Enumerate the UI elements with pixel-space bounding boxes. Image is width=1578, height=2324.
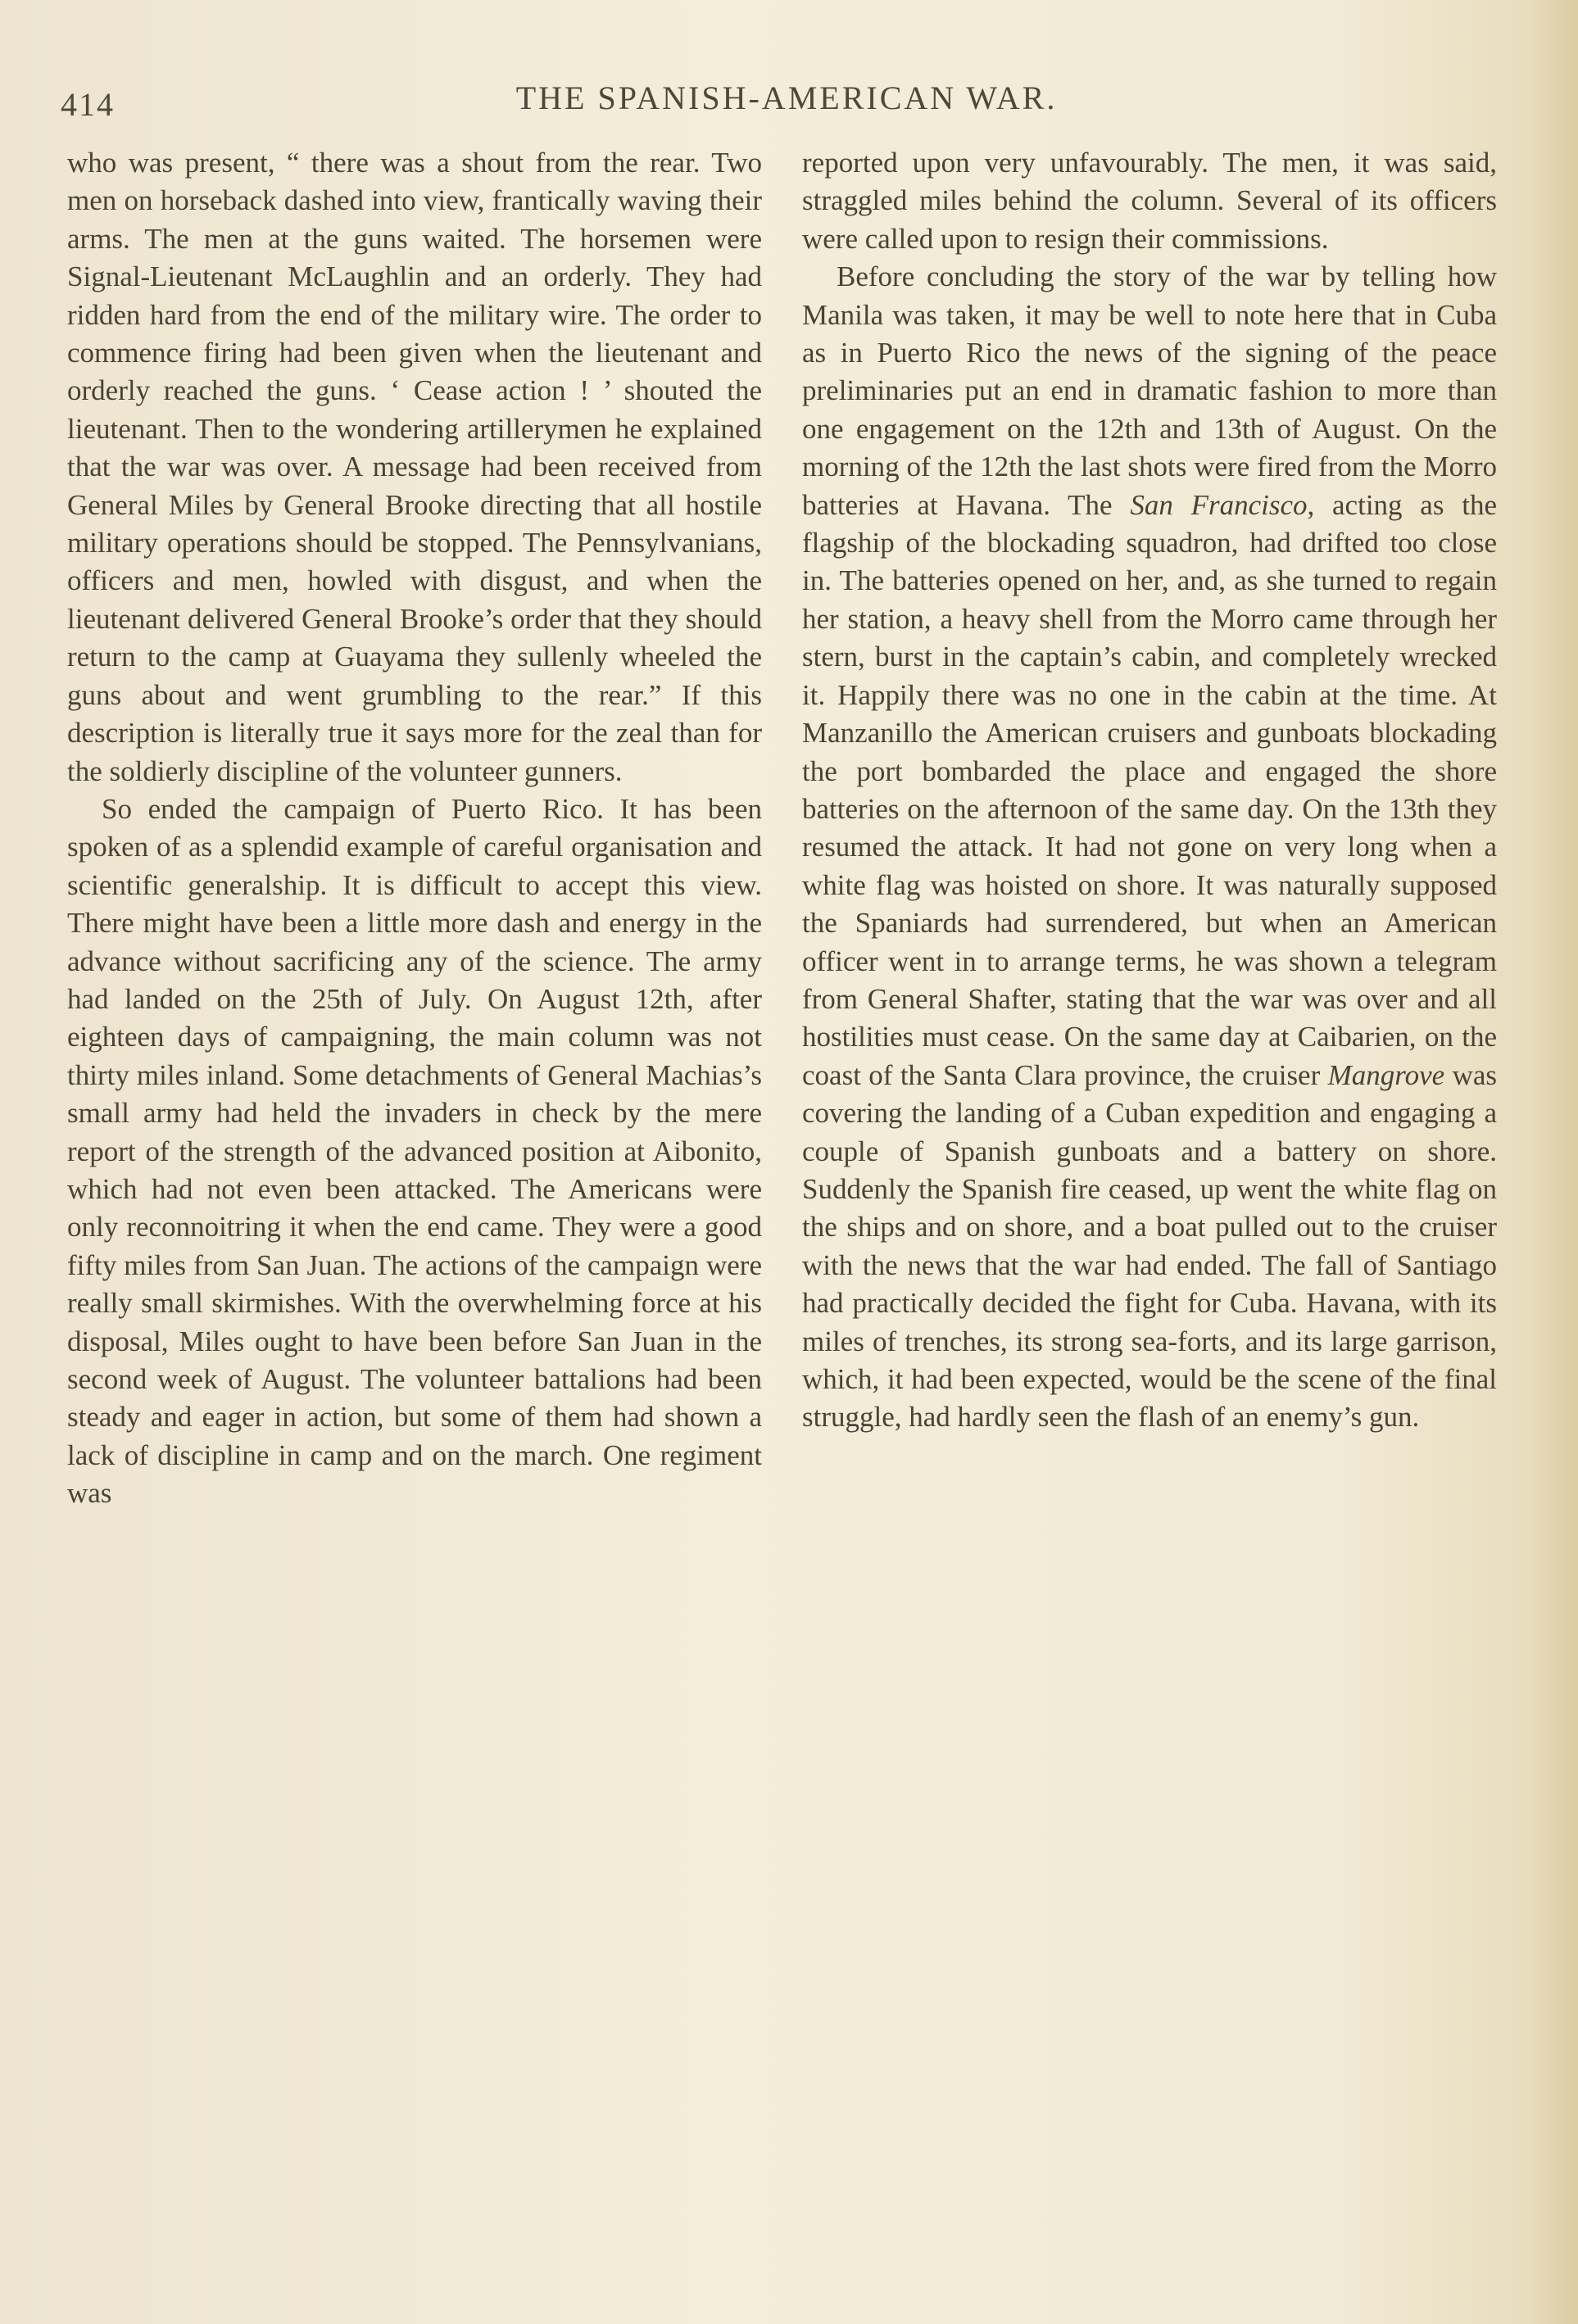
running-title: THE SPANISH-AMERICAN WAR.	[515, 79, 1058, 116]
page-number: 414	[61, 86, 115, 123]
right-paragraph-1: reported upon very unfavourably. The men, it was said, straggled miles behind the column. Several of its officers were called upon to resign their commissions.	[802, 147, 1497, 255]
page-edge-shadow	[1529, 0, 1578, 2324]
left-column	[67, 144, 762, 1513]
right-column	[802, 144, 1497, 1437]
ship-name-san-francisco: San Francisco	[1130, 488, 1308, 521]
paragraph-text-segment: , acting as the flagship of the blockading squadron, had drifted too close in. The batteries opened on her, and, as she turned to regain her station, a heavy shell from the Morro came through her stern, burst in the captain’s cabin, and completely wrecked it. Happily there was no one in the cabin at the time. At Manzanillo the American cruisers and gunboats blockading the port bombarded the place and engaged the shore batteries on the afternoon of the same day. On the 13th they resumed the attack. It had not gone on very long when a white flag was hoisted on shore. It was naturally supposed the Spaniards had surrendered, but when an American officer went in to arrange terms, he was shown a telegram from General Shafter, stating that the war was over and all hostilities must cease. On the same day at Caibarien, on the coast of the Santa Clara province, the cruiser	[802, 488, 1497, 1091]
left-paragraph-1: who was present, “ there was a shout from the rear. Two men on horseback dashed into view, frantically waving their arms. The men at the guns waited. The horsemen were Signal-Lieutenant McLaughlin and an orderly. They had ridden hard from the end of the military wire. The order to commence firing had been given when the lieutenant and orderly reached the guns. ‘ Cease action ! ’ shouted the lieutenant. Then to the wondering artillerymen he explained that the war was over. A message had been received from General Miles by General Brooke directing that all hostile military operations should be stopped. The Pennsylvanians, officers and men, howled with disgust, and when the lieutenant delivered General Brooke’s order that they should return to the camp at Guayama they sullenly wheeled the guns about and went grumbling to the rear.” If this description is literally true it says more for the zeal than for the soldierly discipline of the volunteer gunners.	[67, 147, 762, 787]
paragraph-text-segment: was covering the landing of a Cuban expedition and engaging a couple of Spanish gunboats and a battery on shore. Suddenly the Spanish fire ceased, up went the white flag on the ships and on shore, and a boat pulled out to the cruiser with the news that the war had ended. The fall of Santiago had practically decided the fight for Cuba. Havana, with its miles of trenches, its strong sea-forts, and its large garrison, which, it had been expected, would be the scene of the final struggle, had hardly seen the flash of an enemy’s gun.	[802, 1058, 1498, 1434]
right-paragraph-2	[802, 258, 1497, 1437]
ship-name-mangrove: Mangrove	[1327, 1058, 1445, 1091]
paragraph-text-segment: Before concluding the story of the war by telling how Manila was taken, it may be well to note here that in Cuba as in Puerto Rico the news of the signing of the peace preliminaries put an end in dramatic fashion to more than one engagement on the 12th and 13th of August. On the morning of the 12th the last shots were fired from the Morro batteries at Havana. The	[802, 260, 1497, 521]
left-paragraph-2: So ended the campaign of Puerto Rico. It has been spoken of as a splendid example of careful organisation and scientific generalship. It is difficult to accept this view. There might have been a little more dash and energy in the advance without sacrificing any of the science. The army had landed on the 25th of July. On August 12th, after eighteen days of campaigning, the main column was not thirty miles inland. Some detachments of General Machias’s small army had held the invaders in check by the mere report of the strength of the advanced position at Aibonito, which had not even been attacked. The Americans were only reconnoitring it when the end came. They were a good fifty miles from San Juan. The actions of the campaign were really small skirmishes. With the overwhelming force at his disposal, Miles ought to have been before San Juan in the second week of August. The volunteer battalions had been steady and eager in action, but some of them had shown a lack of discipline in camp and on the march. One regiment was	[67, 792, 762, 1510]
